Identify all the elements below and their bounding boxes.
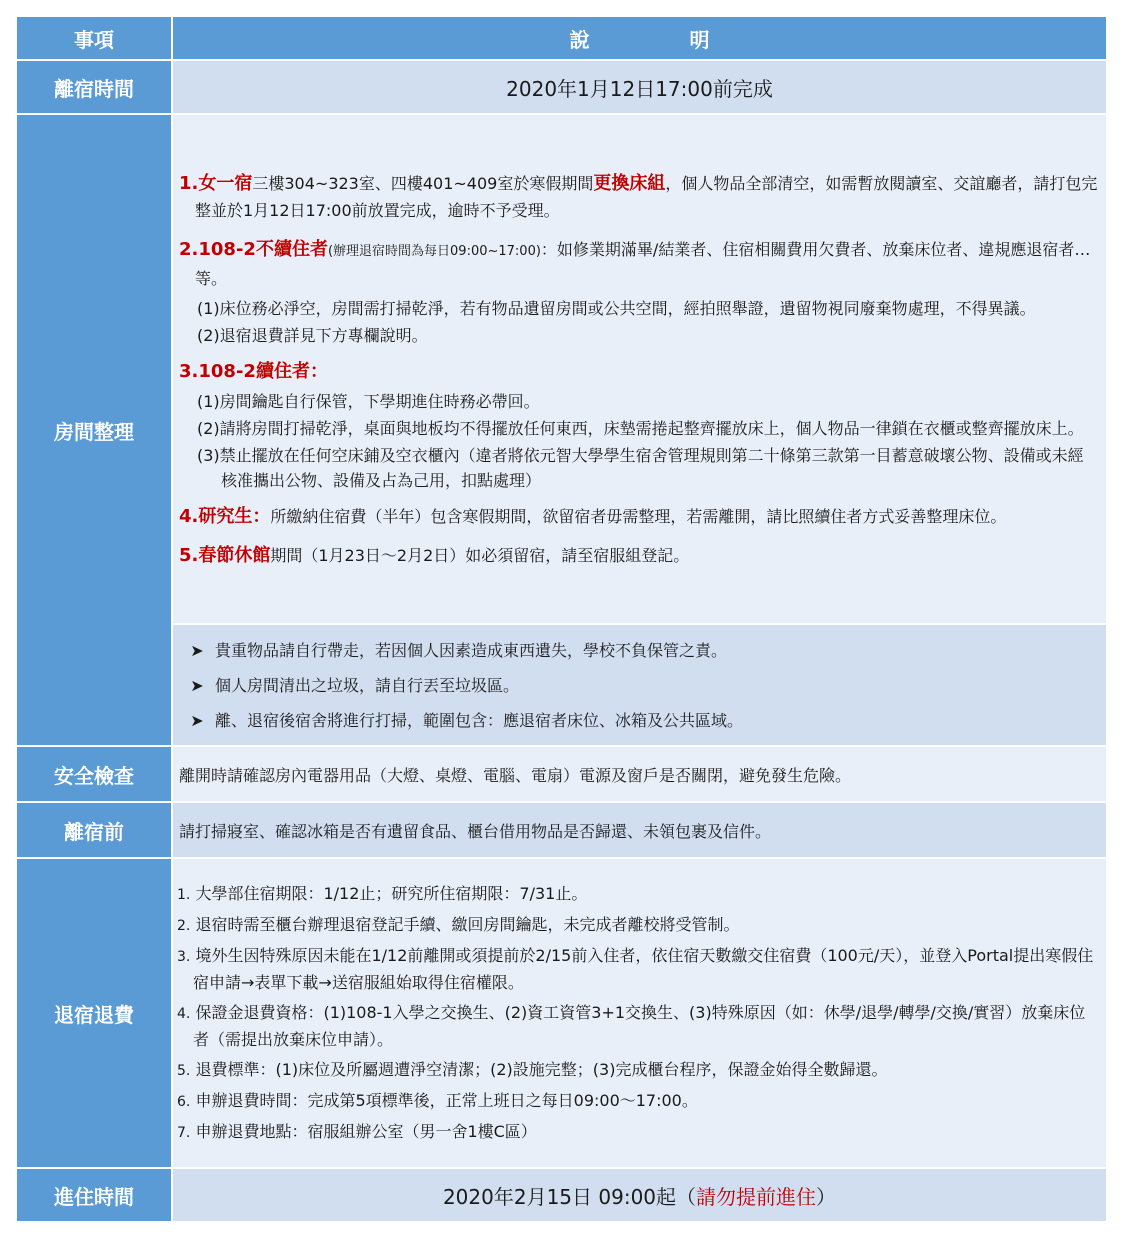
departure-time-label: 離宿時間 xyxy=(17,61,173,115)
before-leaving-row xyxy=(17,803,1106,859)
cleanup-item-3-sub-2: (2)請將房間打掃乾淨，桌面與地板均不得擺放任何東西，床墊需捲起整齊擺放床上，個人物品一律鎖在衣櫃或整齊擺放床上。 xyxy=(197,418,1084,438)
departure-time-row xyxy=(17,61,1106,115)
room-cleanup-label: 房間整理 xyxy=(17,115,173,747)
no-early-move-in-warning: 請勿提前進住 xyxy=(696,1184,817,1209)
cleanup-item-3: 3.108-2續住者： xyxy=(179,360,328,382)
refund-list xyxy=(173,873,1106,1154)
cleanup-item-4: 4.研究生：所繳納住宿費（半年）包含寒假期間，欲留宿者毋需整理，若需離開，請比照續住者方式妥善整理床位。 xyxy=(179,505,1007,527)
table-header-row xyxy=(17,17,1106,61)
refund-item: 1. 大學部住宿期限：1/12止；研究所住宿期限：7/31止。 xyxy=(177,883,588,903)
cleanup-item-3-sub-1: (1)房間鑰匙自行保管，下學期進住時務必帶回。 xyxy=(197,391,540,411)
cleanup-item-2-sub-1: (1)床位務必淨空，房間需打掃乾淨，若有物品遺留房間或公共空間，經拍照舉證，遺留物視同廢棄物處理，不得異議。 xyxy=(197,298,1036,318)
refund-item: 4. 保證金退費資格：(1)108-1入學之交換生、(2)資工資管3+1交換生、(3)特殊原因（如：休學/退學/轉學/交換/實習）放棄床位者（需提出放棄床位申請）。 xyxy=(177,1002,1086,1049)
bullet-item: ➤ 個人房間清出之垃圾，請自行丟至垃圾區。 xyxy=(173,668,1106,703)
bullet-item: ➤ 離、退宿後宿舍將進行打掃，範圍包含：應退宿者床位、冰箱及公共區域。 xyxy=(173,703,1106,738)
bedding-change-highlight: 更換床組 xyxy=(593,172,666,194)
room-cleanup-notes xyxy=(173,625,1106,747)
continuing-highlight: 108-2續住者： xyxy=(198,360,328,382)
cleanup-item-3-sub-3: (3)禁止擺放在任何空床鋪及空衣櫃內（違者將依元智大學學生宿舍管理規則第二十條第三款第一目蓄意破壞公物、設備或未經核准攜出公物、設備及占為己用，扣點處理） xyxy=(197,445,1084,490)
graduate-highlight: 研究生： xyxy=(198,505,271,527)
before-leaving-label: 離宿前 xyxy=(17,803,173,859)
arrowhead-bullet-icon: ➤ xyxy=(190,710,204,730)
header-description: 說 明 xyxy=(173,17,1106,61)
room-cleanup-row xyxy=(17,115,1106,625)
cleanup-item-1: 1.女一宿三樓304~323室、四樓401~409室於寒假期間更換床組，個人物品全部清空，如需暫放閱讀室、交誼廳者，請打包完整並於1月12日17:00前放置完成，逾時不予受理。 xyxy=(179,172,1098,220)
move-in-row xyxy=(17,1169,1106,1223)
refund-item: 3. 境外生因特殊原因未能在1/12前離開或須提前於2/15前入住者，依住宿天數繳交住宿費（100元/天），並登入Portal提出寒假住宿申請→表單下載→送宿服組始取得住宿權限。 xyxy=(177,945,1094,992)
cleanup-item-2-sub-2: (2)退宿退費詳見下方專欄說明。 xyxy=(197,325,428,345)
women-dorm-1-highlight: 女一宿 xyxy=(198,172,253,194)
dormitory-notice-table xyxy=(17,17,1106,1223)
arrowhead-bullet-icon: ➤ xyxy=(190,640,204,660)
safety-check-value: 離開時請確認房內電器用品（大燈、桌燈、電腦、電扇）電源及窗戶是否關閉，避免發生危險。 xyxy=(173,747,1106,803)
room-cleanup-content xyxy=(173,115,1106,625)
refund-label: 退宿退費 xyxy=(17,859,173,1169)
arrowhead-bullet-icon: ➤ xyxy=(190,675,204,695)
refund-item: 5. 退費標準：(1)床位及所屬週遭淨空清潔；(2)設施完整；(3)完成櫃台程序，保證金始得全數歸還。 xyxy=(177,1059,888,1079)
cleanup-item-5: 5.春節休館期間（1月23日～2月2日）如必須留宿，請至宿服組登記。 xyxy=(179,544,690,566)
before-leaving-value: 請打掃寢室、確認冰箱是否有遺留食品、櫃台借用物品是否歸還、未領包裹及信件。 xyxy=(173,803,1106,859)
move-in-label: 進住時間 xyxy=(17,1169,173,1223)
header-item: 事項 xyxy=(17,17,173,61)
refund-item: 7. 申辦退費地點：宿服組辦公室（男一舍1樓C區） xyxy=(177,1121,537,1141)
departure-time-value: 2020年1月12日17:00前完成 xyxy=(173,61,1106,115)
refund-item: 6. 申辦退費時間：完成第5項標準後，正常上班日之每日09:00～17:00。 xyxy=(177,1090,698,1110)
refund-row xyxy=(17,859,1106,1169)
not-continuing-highlight: 108-2不續住者 xyxy=(198,238,328,260)
bullet-item: ➤ 貴重物品請自行帶走，若因個人因素造成東西遺失，學校不負保管之責。 xyxy=(173,633,1106,668)
spring-festival-highlight: 春節休館 xyxy=(198,544,271,566)
safety-check-label: 安全檢查 xyxy=(17,747,173,803)
refund-item: 2. 退宿時需至櫃台辦理退宿登記手續、繳回房間鑰匙，未完成者離校將受管制。 xyxy=(177,914,740,934)
room-cleanup-notes-row xyxy=(17,625,1106,747)
cleanup-item-2: 2.108-2不續住者(辦理退宿時間為每日09:00~17:00)：如修業期滿畢/結業者、住宿相關費用欠費者、放棄床位者、違規應退宿者…等。 xyxy=(179,238,1091,288)
safety-check-row xyxy=(17,747,1106,803)
move-in-value: 2020年2月15日 09:00起（請勿提前進住） xyxy=(173,1169,1106,1223)
refund-content xyxy=(173,859,1106,1169)
